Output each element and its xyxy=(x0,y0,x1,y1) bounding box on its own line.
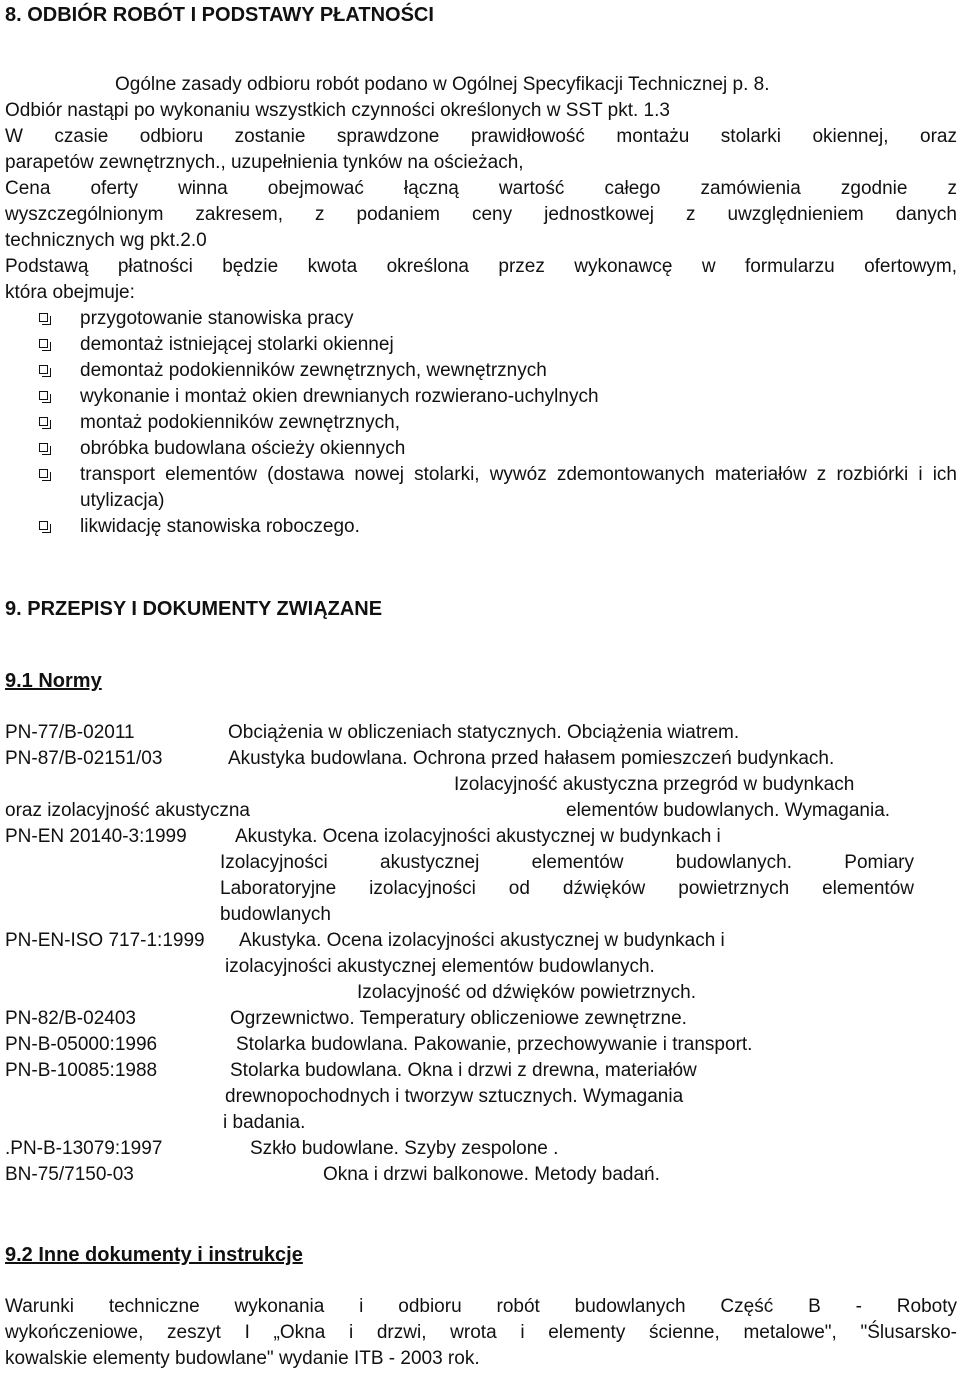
list-item: przygotowanie stanowiska pracy xyxy=(5,306,957,332)
other-doc-line: Warunki techniczne wykonania i odbioru robót budowlanych Część B - Roboty xyxy=(5,1296,957,1317)
other-documents-text xyxy=(5,1294,957,1372)
norms-list xyxy=(5,720,957,1188)
norm-description: Stolarka budowlana. Okna i drzwi z drewna, materiałów xyxy=(230,1060,697,1081)
norm-code: PN-82/B-02403 xyxy=(5,1008,136,1029)
list-item: montaż podokienników zewnętrznych, xyxy=(5,410,957,436)
list-item: transport elementów (dostawa nowej stolarki, wywóz zdemontowanych materiałów z rozbiórki i ich utylizacja) xyxy=(5,462,957,514)
norm-entry xyxy=(5,1058,957,1136)
other-documents-subheading: 9.2 Inne dokumenty i instrukcje xyxy=(5,1244,303,1266)
norm-description-cont: Laboratoryjne izolacyjności od dźwięków powietrznych elementów xyxy=(220,878,914,899)
norm-entry xyxy=(5,928,957,1006)
payment-items-list xyxy=(5,306,957,540)
norm-code: BN-75/7150-03 xyxy=(5,1164,134,1185)
norm-entry xyxy=(5,1136,957,1162)
scope-line: wyszczególnionym zakresem, z podaniem ceny jednostkowej z uwzględnieniem danych xyxy=(5,204,957,225)
intro-line: Ogólne zasady odbioru robót podano w Ogólnej Specyfikacji Technicznej p. 8. xyxy=(115,74,770,95)
checkbox-bullet-icon xyxy=(39,339,48,348)
norm-description: Szkło budowlane. Szyby zespolone . xyxy=(250,1138,559,1159)
other-doc-line: wykończeniowe, zeszyt I „Okna i drzwi, wrota i elementy ścienne, metalowe", "Ślusarsko- xyxy=(5,1322,957,1343)
norm-code: PN-77/B-02011 xyxy=(5,722,135,743)
section-8-heading: 8. ODBIÓR ROBÓT I PODSTAWY PŁATNOŚCI xyxy=(5,4,434,26)
section-8-body xyxy=(5,72,957,306)
norm-description: Okna i drzwi balkonowe. Metody badań. xyxy=(323,1164,660,1185)
norm-description: Akustyka. Ocena izolacyjności akustycznej w budynkach i xyxy=(239,930,725,951)
norm-description: Obciążenia w obliczeniach statycznych. Obciążenia wiatrem. xyxy=(228,722,740,743)
checkbox-bullet-icon xyxy=(39,521,48,530)
checkbox-bullet-icon xyxy=(39,443,48,452)
other-doc-line: kowalskie elementy budowlane" wydanie ITB - 2003 rok. xyxy=(5,1348,480,1369)
norm-entry xyxy=(5,720,957,746)
norm-description: Akustyka. Ocena izolacyjności akustycznej w budynkach i xyxy=(235,826,721,847)
norm-description-cont: Izolacyjności akustycznej elementów budowlanych. Pomiary xyxy=(220,852,914,873)
norm-entry xyxy=(5,1006,957,1032)
technical-data-line: technicznych wg pkt.2.0 xyxy=(5,230,207,251)
norm-code: .PN-B-13079:1997 xyxy=(5,1138,163,1159)
list-item: likwidację stanowiska roboczego. xyxy=(5,514,957,540)
list-item: wykonanie i montaż okien drewnianych rozwierano-uchylnych xyxy=(5,384,957,410)
checkbox-bullet-icon xyxy=(39,469,48,478)
norm-entry xyxy=(5,1162,957,1188)
payment-basis-line: Podstawą płatności będzie kwota określona przez wykonawcę w formularzu ofertowym, xyxy=(5,256,957,277)
checkbox-bullet-icon xyxy=(39,391,48,400)
inspection-line: W czasie odbioru zostanie sprawdzone prawidłowość montażu stolarki okiennej, oraz xyxy=(5,126,957,147)
norm-description-cont: Izolacyjność od dźwięków powietrznych. xyxy=(357,982,696,1003)
list-item: demontaż istniejącej stolarki okiennej xyxy=(5,332,957,358)
norm-code: PN-B-05000:1996 xyxy=(5,1034,158,1055)
list-item: demontaż podokienników zewnętrznych, wewnętrznych xyxy=(5,358,957,384)
norm-code: PN-EN 20140-3:1999 xyxy=(5,826,187,847)
parapets-line: parapetów zewnętrznych., uzupełnienia tynków na ościeżach, xyxy=(5,152,524,173)
norm-description-cont: budowlanych xyxy=(220,904,331,925)
checkbox-bullet-icon xyxy=(39,313,48,322)
norm-entry xyxy=(5,746,957,824)
norm-description-cont: Izolacyjność akustyczna przegród w budynkach xyxy=(454,774,855,795)
norm-code: PN-87/B-02151/03 xyxy=(5,748,163,769)
checkbox-bullet-icon xyxy=(39,365,48,374)
norm-description: Ogrzewnictwo. Temperatury obliczeniowe zewnętrzne. xyxy=(230,1008,687,1029)
norm-entry xyxy=(5,824,957,928)
norm-description-cont: drewnopochodnych i tworzyw sztucznych. Wymagania xyxy=(225,1086,684,1107)
acceptance-line: Odbiór nastąpi po wykonaniu wszystkich czynności określonych w SST pkt. 1.3 xyxy=(5,100,670,121)
norm-description: Akustyka budowlana. Ochrona przed hałasem pomieszczeń budynkach. xyxy=(228,748,835,769)
checkbox-bullet-icon xyxy=(39,417,48,426)
norms-subheading: 9.1 Normy xyxy=(5,670,102,692)
norm-description-cont: oraz izolacyjność akustyczna elementów budowlanych. Wymagania. xyxy=(5,800,891,821)
offer-price-line: Cena oferty winna obejmować łączną wartość całego zamówienia zgodnie z xyxy=(5,178,957,199)
includes-line: która obejmuje: xyxy=(5,282,135,303)
norm-description-cont: izolacyjności akustycznej elementów budowlanych. xyxy=(225,956,655,977)
norm-description: Stolarka budowlana. Pakowanie, przechowywanie i transport. xyxy=(236,1034,753,1055)
document-page xyxy=(5,0,957,1372)
list-item: obróbka budowlana ościeży okiennych xyxy=(5,436,957,462)
norm-code: PN-B-10085:1988 xyxy=(5,1060,158,1081)
norm-code: PN-EN-ISO 717-1:1999 xyxy=(5,930,205,951)
section-9-heading: 9. PRZEPISY I DOKUMENTY ZWIĄZANE xyxy=(5,598,383,620)
norm-description-cont: i badania. xyxy=(223,1112,306,1133)
norm-entry xyxy=(5,1032,957,1058)
